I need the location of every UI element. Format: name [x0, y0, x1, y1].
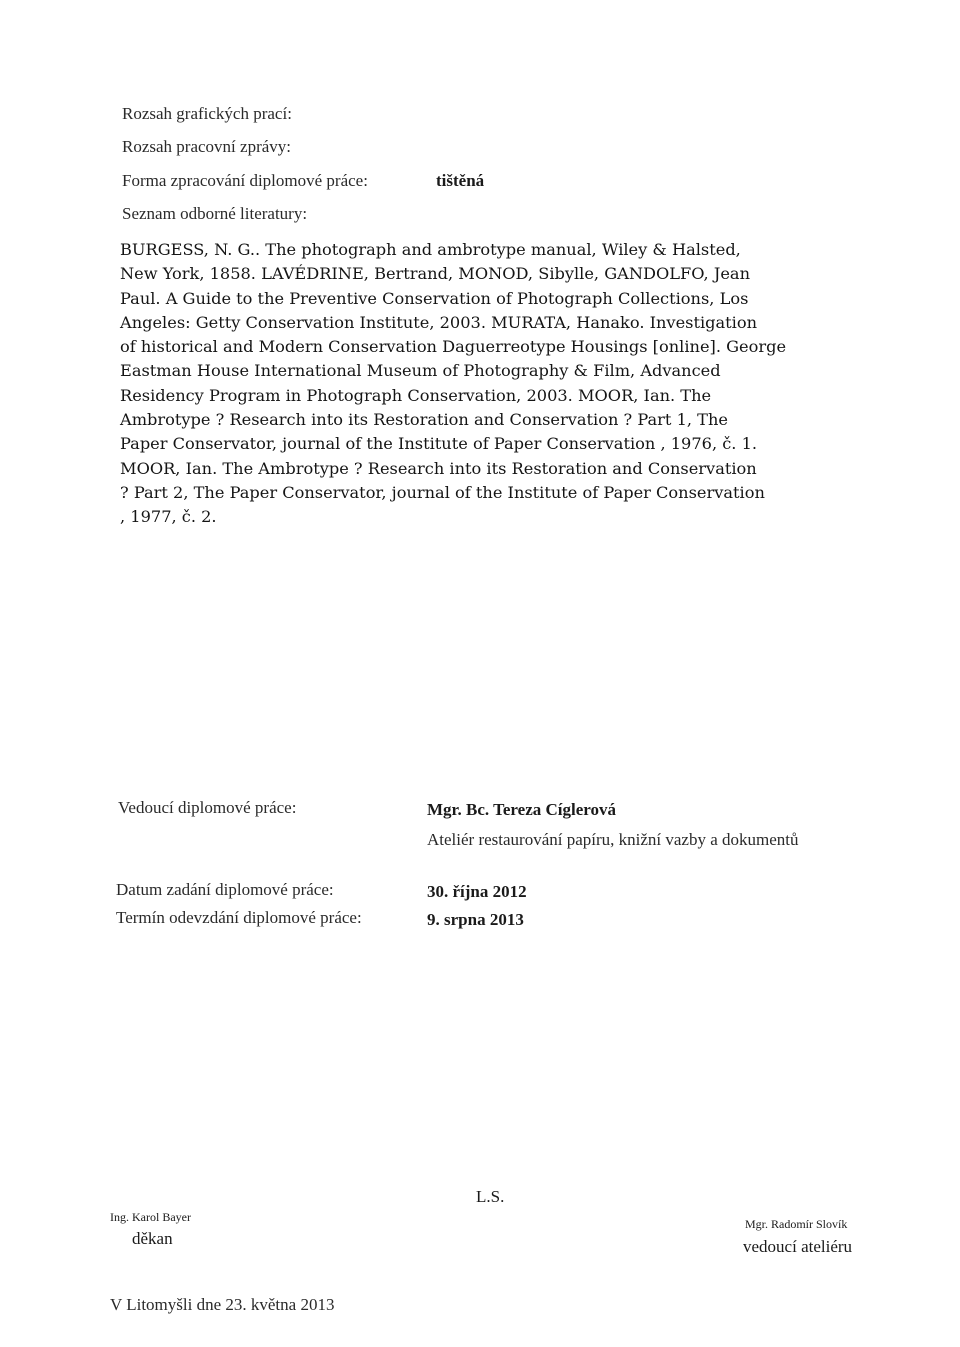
bibliography-line: Eastman House International Museum of Photography & Film, Advanced	[120, 361, 721, 381]
dean-title: děkan	[132, 1229, 173, 1248]
report-scope-label: Rozsah pracovní zprávy:	[122, 137, 291, 156]
graphics-scope-label: Rozsah grafických prací:	[122, 104, 292, 123]
bibliography-line: MOOR, Ian. The Ambrotype ? Research into its Restoration and Conservation	[120, 458, 757, 478]
bibliography-line: of historical and Modern Conservation Daguerreotype Housings [online]. George	[120, 337, 787, 357]
supervisor-name: Mgr. Bc. Tereza Cíglerová	[427, 800, 617, 819]
supervisor-department: Ateliér restaurování papíru, knižní vazby a dokumentů	[427, 830, 799, 849]
supervisor-label: Vedoucí diplomové práce:	[118, 798, 297, 817]
bibliography-line: BURGESS, N. G.. The photograph and ambrotype manual, Wiley & Halsted,	[120, 240, 741, 259]
bibliography-line: Paul. A Guide to the Preventive Conservation of Photograph Collections, Los	[120, 288, 749, 308]
bibliography-line: New York, 1858. LAVÉDRINE, Bertrand, MONOD, Sibylle, GANDOLFO, Jean	[120, 264, 750, 284]
form-value: tištěná	[436, 171, 485, 190]
assigned-date-value: 30. října 2012	[427, 882, 527, 901]
assigned-date-label: Datum zadání diplomové práce:	[116, 880, 334, 899]
place-date: V Litomyšli dne 23. května 2013	[110, 1295, 335, 1314]
bibliography-line: Ambrotype ? Research into its Restoration and Conservation ? Part 1, The	[120, 410, 728, 430]
bibliography	[120, 238, 890, 530]
deadline-value: 9. srpna 2013	[427, 910, 524, 929]
literature-label: Seznam odborné literatury:	[122, 204, 308, 223]
form-label: Forma zpracování diplomové práce:	[122, 171, 368, 190]
deadline-label: Termín odevzdání diplomové práce:	[116, 908, 362, 927]
seal-ls: L.S.	[476, 1187, 505, 1206]
bibliography-line: ? Part 2, The Paper Conservator, journal of the Institute of Paper Conservation	[120, 482, 765, 502]
head-title: vedoucí ateliéru	[743, 1237, 853, 1256]
bibliography-line: , 1977, č. 2.	[120, 507, 217, 527]
head-name: Mgr. Radomír Slovík	[745, 1217, 848, 1231]
bibliography-line: Residency Program in Photograph Conservation, 2003. MOOR, Ian. The	[120, 385, 712, 405]
bibliography-line: Paper Conservator, journal of the Institute of Paper Conservation , 1976, č. 1.	[120, 434, 758, 454]
dean-name: Ing. Karol Bayer	[110, 1210, 191, 1224]
bibliography-line: Angeles: Getty Conservation Institute, 2003. MURATA, Hanako. Investigation	[120, 312, 758, 332]
